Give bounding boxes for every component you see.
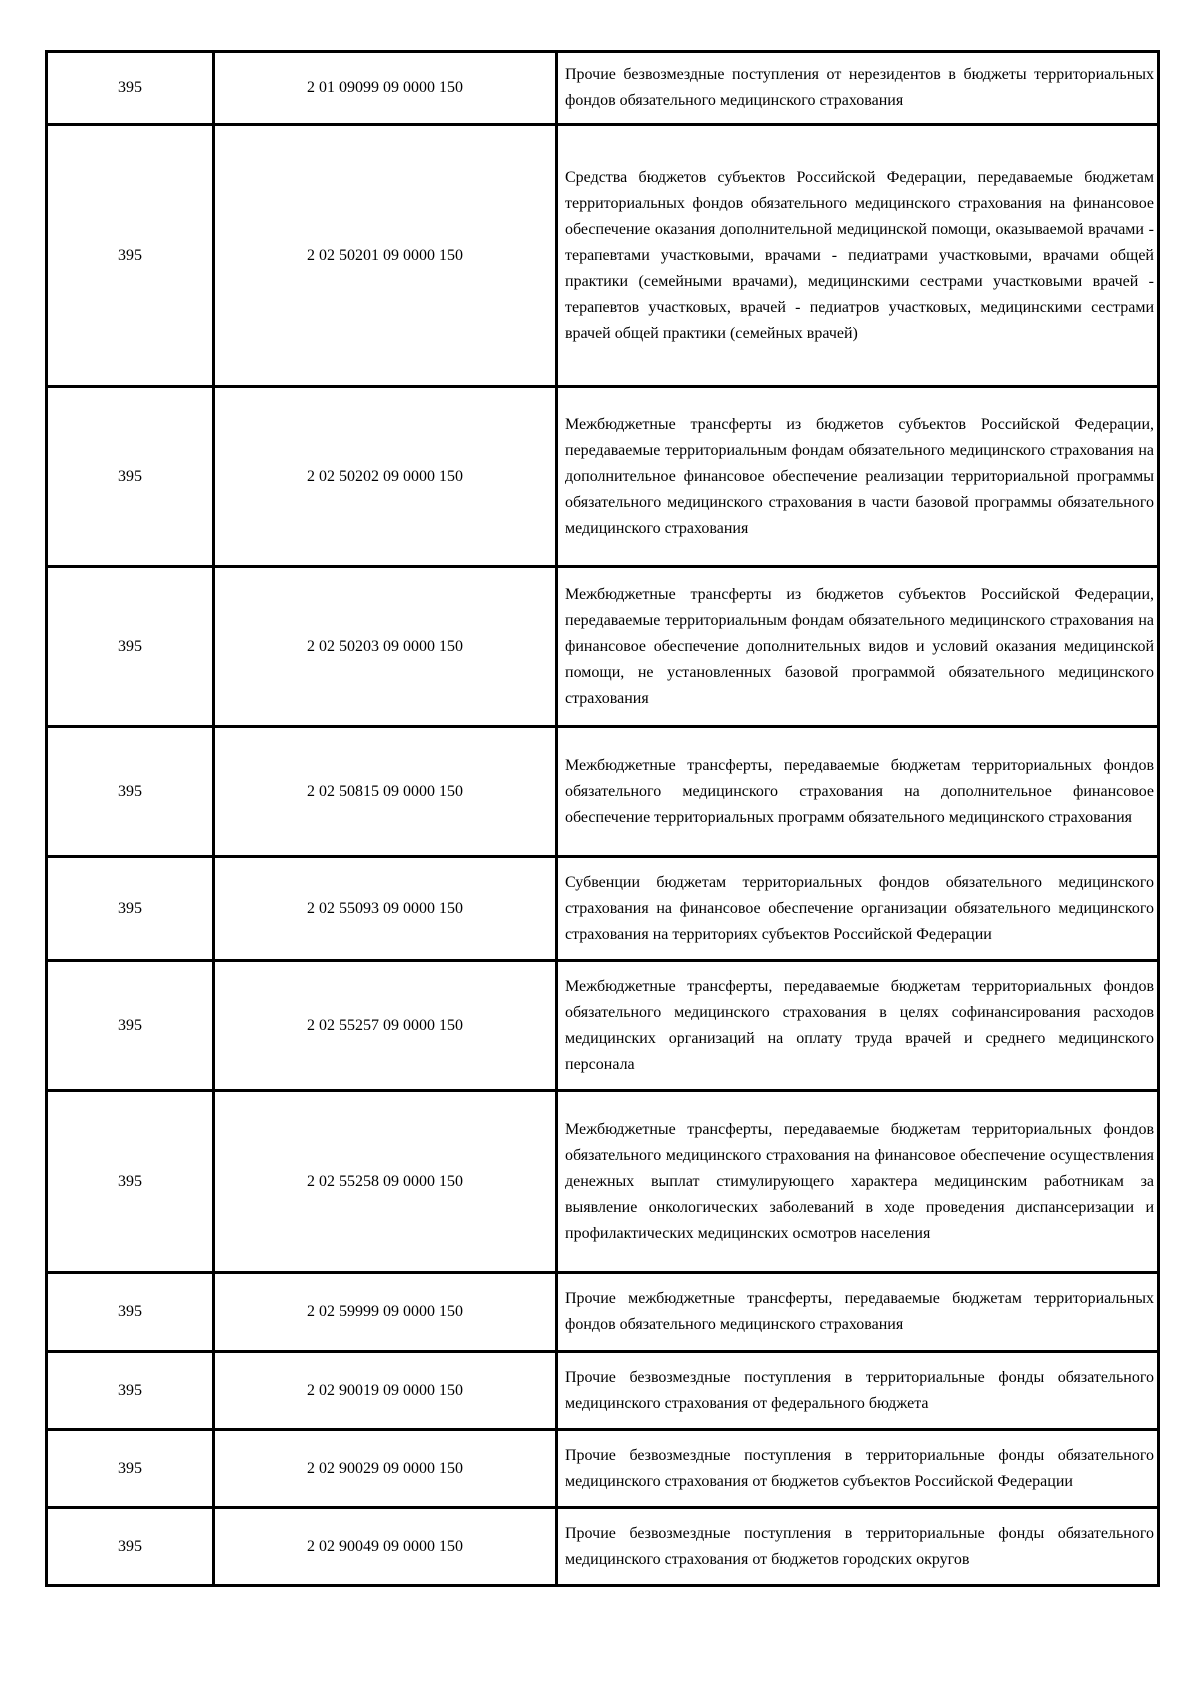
admin-code-cell: 395	[47, 1508, 214, 1586]
admin-code-cell: 395	[47, 125, 214, 387]
admin-code-cell: 395	[47, 727, 214, 857]
revenue-code-cell: 2 02 50815 09 0000 150	[214, 727, 557, 857]
revenue-code-cell: 2 02 55093 09 0000 150	[214, 857, 557, 961]
table-row	[47, 1508, 1159, 1586]
revenue-name-cell: Прочие межбюджетные трансферты, передаваемые бюджетам территориальных фондов обязательного медицинского страхования	[557, 1273, 1159, 1352]
revenue-code-cell: 2 02 50202 09 0000 150	[214, 387, 557, 567]
admin-code-cell: 395	[47, 961, 214, 1091]
revenue-code-cell: 2 02 90049 09 0000 150	[214, 1508, 557, 1586]
revenue-code-cell: 2 02 50203 09 0000 150	[214, 567, 557, 727]
admin-code-cell: 395	[47, 52, 214, 125]
revenue-code-cell: 2 02 90019 09 0000 150	[214, 1352, 557, 1430]
table-row	[47, 857, 1159, 961]
revenue-codes-table	[45, 50, 1160, 1587]
table-row	[47, 387, 1159, 567]
table-row	[47, 567, 1159, 727]
revenue-code-cell: 2 01 09099 09 0000 150	[214, 52, 557, 125]
admin-code-cell: 395	[47, 567, 214, 727]
revenue-name-cell: Прочие безвозмездные поступления в территориальные фонды обязательного медицинского страхования от бюджетов городских округов	[557, 1508, 1159, 1586]
revenue-name-cell: Субвенции бюджетам территориальных фондов обязательного медицинского страхования на финансовое обеспечение организации обязательного медицинского страхования на территориях субъектов Российской Федерации	[557, 857, 1159, 961]
table-row	[47, 1430, 1159, 1508]
table-row	[47, 1352, 1159, 1430]
revenue-name-cell: Межбюджетные трансферты из бюджетов субъектов Российской Федерации, передаваемые территориальным фондам обязательного медицинского страхования на финансовое обеспечение дополнительных видов и условий оказания медицинской помощи, не установленных базовой программой обязательного медицинского страхования	[557, 567, 1159, 727]
revenue-name-cell: Межбюджетные трансферты, передаваемые бюджетам территориальных фондов обязательного медицинского страхования на финансовое обеспечение осуществления денежных выплат стимулирующего характера медицинским работникам за выявление онкологических заболеваний в ходе проведения диспансеризации и профилактических медицинских осмотров населения	[557, 1091, 1159, 1273]
revenue-code-cell: 2 02 59999 09 0000 150	[214, 1273, 557, 1352]
revenue-code-cell: 2 02 90029 09 0000 150	[214, 1430, 557, 1508]
table-body	[47, 52, 1159, 1586]
revenue-name-cell: Прочие безвозмездные поступления в территориальные фонды обязательного медицинского страхования от федерального бюджета	[557, 1352, 1159, 1430]
table-row	[47, 52, 1159, 125]
table-row	[47, 125, 1159, 387]
table-row	[47, 1273, 1159, 1352]
revenue-code-cell: 2 02 55258 09 0000 150	[214, 1091, 557, 1273]
table-row	[47, 961, 1159, 1091]
revenue-code-cell: 2 02 50201 09 0000 150	[214, 125, 557, 387]
revenue-name-cell: Межбюджетные трансферты, передаваемые бюджетам территориальных фондов обязательного медицинского страхования на дополнительное финансовое обеспечение территориальных программ обязательного медицинского страхования	[557, 727, 1159, 857]
revenue-name-cell: Прочие безвозмездные поступления от нерезидентов в бюджеты территориальных фондов обязательного медицинского страхования	[557, 52, 1159, 125]
revenue-name-cell: Межбюджетные трансферты из бюджетов субъектов Российской Федерации, передаваемые территориальным фондам обязательного медицинского страхования на дополнительное финансовое обеспечение реализации территориальной программы обязательного медицинского страхования в части базовой программы обязательного медицинского страхования	[557, 387, 1159, 567]
admin-code-cell: 395	[47, 1091, 214, 1273]
admin-code-cell: 395	[47, 1273, 214, 1352]
admin-code-cell: 395	[47, 1352, 214, 1430]
revenue-name-cell: Прочие безвозмездные поступления в территориальные фонды обязательного медицинского страхования от бюджетов субъектов Российской Федерации	[557, 1430, 1159, 1508]
admin-code-cell: 395	[47, 387, 214, 567]
table-row	[47, 1091, 1159, 1273]
table-row	[47, 727, 1159, 857]
admin-code-cell: 395	[47, 857, 214, 961]
revenue-name-cell: Межбюджетные трансферты, передаваемые бюджетам территориальных фондов обязательного медицинского страхования в целях софинансирования расходов медицинских организаций на оплату труда врачей и среднего медицинского персонала	[557, 961, 1159, 1091]
admin-code-cell: 395	[47, 1430, 214, 1508]
revenue-code-cell: 2 02 55257 09 0000 150	[214, 961, 557, 1091]
revenue-name-cell: Средства бюджетов субъектов Российской Федерации, передаваемые бюджетам территориальных фондов обязательного медицинского страхования на финансовое обеспечение оказания дополнительной медицинской помощи, оказываемой врачами - терапевтами участковыми, врачами - педиатрами участковыми, врачами общей практики (семейными врачами), медицинскими сестрами участковыми врачей - терапевтов участковых, врачей - педиатров участковых, медицинскими сестрами врачей общей практики (семейных врачей)	[557, 125, 1159, 387]
